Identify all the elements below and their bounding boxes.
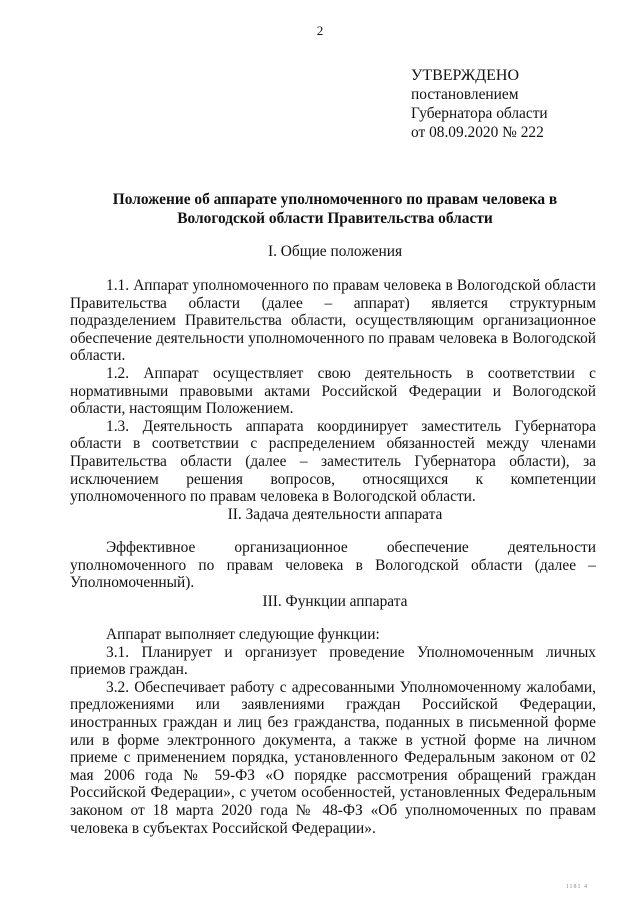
paragraph-1-2: 1.2. Аппарат осуществляет свою деятельность в соответствии с нормативными правовыми актами Российской Федерации и Вологодской области, настоящим Положением. xyxy=(70,364,596,418)
title-line: Положение об аппарате уполномоченного по правам человека в xyxy=(112,191,558,208)
section-heading-general: I. Общие положения xyxy=(267,243,403,260)
document-title xyxy=(70,190,600,228)
paragraph-task: Эффективное организационное обеспечение деятельности уполномоченного по правам человека в Вологодской области (далее – Уполномоченный). xyxy=(70,539,596,592)
approval-heading: УТВЕРЖДЕНО xyxy=(411,67,520,84)
approval-line: Губернатора области xyxy=(411,105,548,122)
section-heading-functions: III. Функции аппарата xyxy=(262,593,408,610)
paragraph-1-3: 1.3. Деятельность аппарата координирует заместитель Губернатора области в соответствии с распределением обязанностей между членами Правительства области (далее – заместитель Губернатора области), за исключением решения вопросов, относящихся к компетенции уполномоченного по правам человека в Вологодской области. xyxy=(70,417,596,506)
functions-intro: Аппарат выполняет следующие функции: xyxy=(106,626,380,643)
footer-mark: 1181 4 xyxy=(565,884,588,891)
paragraph-1-1: 1.1. Аппарат уполномоченного по правам человека в Вологодской области Правительства области (далее – аппарат) является структурным подразделением Правительства области, осуществляющим организационное обеспечение деятельности уполномоченного по правам человека в Вологодской области. xyxy=(70,277,596,365)
section-functions-body xyxy=(70,626,596,837)
title-line: Вологодской области Правительства области xyxy=(177,210,493,227)
page-number: 2 xyxy=(316,23,324,38)
paragraph-3-1: 3.1. Планирует и организует проведение Уполномоченным личных приемов граждан. xyxy=(70,643,596,679)
section-heading-task: II. Задача деятельности аппарата xyxy=(227,506,443,523)
section-task-body xyxy=(70,539,596,592)
approval-line: от 08.09.2020 № 222 xyxy=(411,124,544,141)
approval-line: постановлением xyxy=(411,86,519,103)
paragraph-3-2: 3.2. Обеспечивает работу с адресованными Уполномоченному жалобами, предложениями или заявлениями граждан Российской Федерации, иностранных граждан и лиц без гражданства, поданных в письменной форме или в форме электронного документа, а также в устной форме на личном приеме с применением порядка, установленного Федеральным законом от 02 мая 2006 года № 59-ФЗ «О порядке рассмотрения обращений граждан Российской Федерации», с учетом особенностей, установленных Федеральным законом от 18 марта 2020 года № 48-ФЗ «Об уполномоченных по правам человека в субъектах Российской Федерации». xyxy=(70,678,596,837)
approval-stamp xyxy=(411,66,548,142)
section-general-body xyxy=(70,277,596,506)
